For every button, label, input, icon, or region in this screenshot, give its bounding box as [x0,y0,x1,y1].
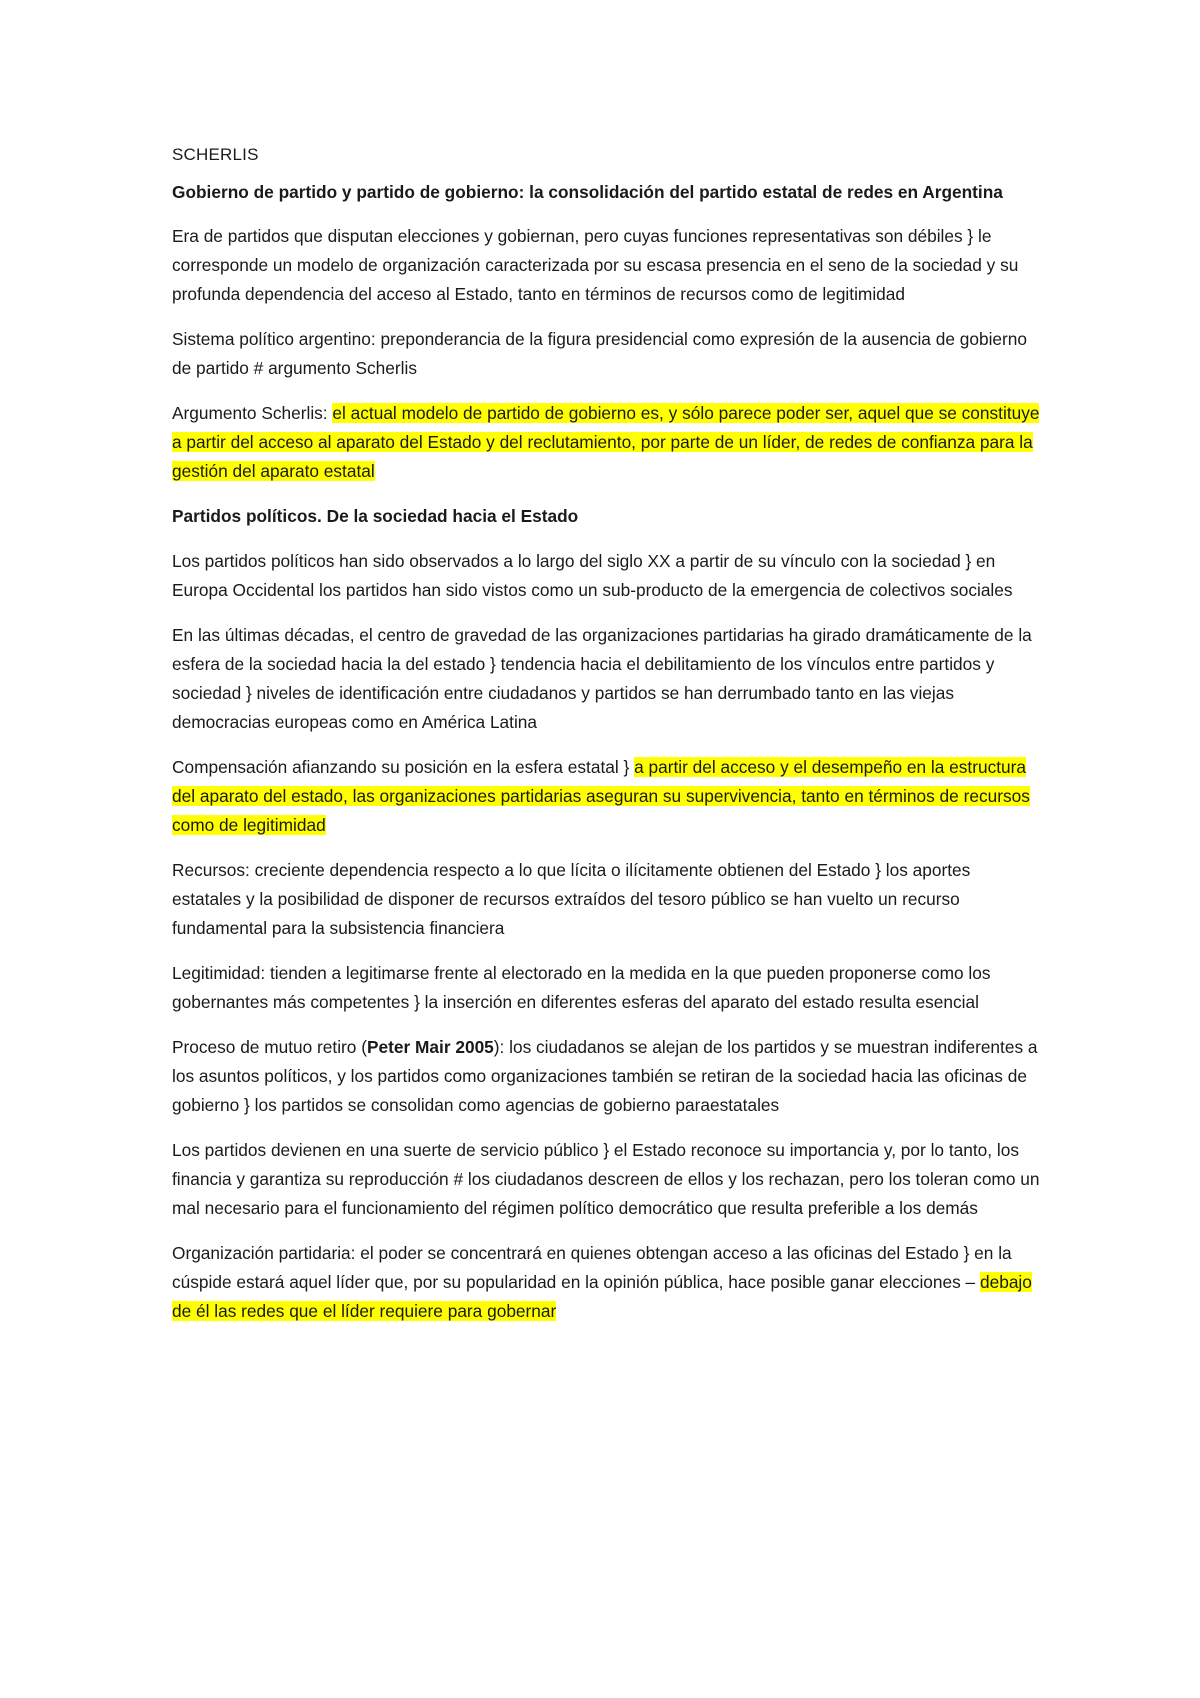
section-heading: Partidos políticos. De la sociedad hacia el Estado [172,506,579,526]
paragraph-text: ): los ciudadanos se alejan de los partidos y se muestran indiferentes a los asuntos políticos, y los partidos como organizaciones también se retiran de la sociedad hacia las oficinas de gobierno } los partidos se consolidan como agencias de gobierno paraestatales [172,1037,1038,1115]
paragraph-era-de-partidos: Era de partidos que disputan elecciones y gobiernan, pero cuyas funciones representativas son débiles } le corresponde un modelo de organización caracterizada por su escasa presencia en el seno de la sociedad y su profunda dependencia del acceso al Estado, tanto en términos de recursos como de legitimidad [172,226,1019,304]
paragraph-servicio-publico: Los partidos devienen en una suerte de servicio público } el Estado reconoce su importancia y, por lo tanto, los financia y garantiza su reproducción # los ciudadanos descreen de ellos y los rechazan, pero los toleran como un mal necesario para el funcionamiento del régimen político democrático que resulta preferible a los demás [172,1140,1040,1218]
paragraph-mutuo-retiro [172,1033,1042,1120]
highlighted-text: debajo de él las redes que el líder requiere para gobernar [172,1272,1032,1321]
highlighted-text: el actual modelo de partido de gobierno es, y sólo parece poder ser, aquel que se constituye a partir del acceso al aparato del Estado y del reclutamiento, por parte de un líder, de redes de confianza para la gestión del aparato estatal [172,403,1040,481]
document-header: SCHERLIS [172,145,259,164]
paragraph-lead: Organización partidaria: el poder se concentrará en quienes obtengan acceso a las oficinas del Estado } en la cúspide estará aquel líder que, por su popularidad en la opinión pública, hace posible ganar elecciones – [172,1243,1012,1292]
paragraph-ultimas-decadas: En las últimas décadas, el centro de gravedad de las organizaciones partidarias ha girado dramáticamente de la esfera de la sociedad hacia la del estado } tendencia hacia el debilitamiento de los vínculos entre partidos y sociedad } niveles de identificación entre ciudadanos y partidos se han derrumbado tanto en las viejas democracias europeas como en América Latina [172,625,1032,732]
citation-bold: Peter Mair 2005 [366,1037,494,1057]
document-page [172,140,1042,1342]
paragraph-organizacion-partidaria [172,1239,1042,1326]
paragraph-recursos: Recursos: creciente dependencia respecto a lo que lícita o ilícitamente obtienen del Estado } los aportes estatales y la posibilidad de disponer de recursos extraídos del tesoro público se han vuelto un recurso fundamental para la subsistencia financiera [172,860,971,938]
paragraph-legitimidad: Legitimidad: tienden a legitimarse frente al electorado en la medida en la que pueden proponerse como los gobernantes más competentes } la inserción en diferentes esferas del aparato del estado resulta esencial [172,963,991,1012]
highlighted-text: a partir del acceso y el desempeño en la estructura del aparato del estado, las organizaciones partidarias aseguran su supervivencia, tanto en términos de recursos como de legitimidad [172,757,1030,835]
paragraph-lead: Argumento Scherlis: [172,403,333,423]
document-title: Gobierno de partido y partido de gobierno: la consolidación del partido estatal de redes en Argentina [172,182,1003,202]
paragraph-compensacion [172,753,1042,840]
paragraph-text: Proceso de mutuo retiro ( [172,1037,367,1057]
paragraph-partidos-politicos: Los partidos políticos han sido observados a lo largo del siglo XX a partir de su vínculo con la sociedad } en Europa Occidental los partidos han sido vistos como un sub-producto de la emergencia de colectivos sociales [172,551,1013,600]
paragraph-lead: Compensación afianzando su posición en la esfera estatal } [172,757,635,777]
paragraph-argumento-scherlis [172,399,1042,486]
paragraph-sistema-politico: Sistema político argentino: preponderancia de la figura presidencial como expresión de la ausencia de gobierno de partido # argumento Scherlis [172,329,1027,378]
